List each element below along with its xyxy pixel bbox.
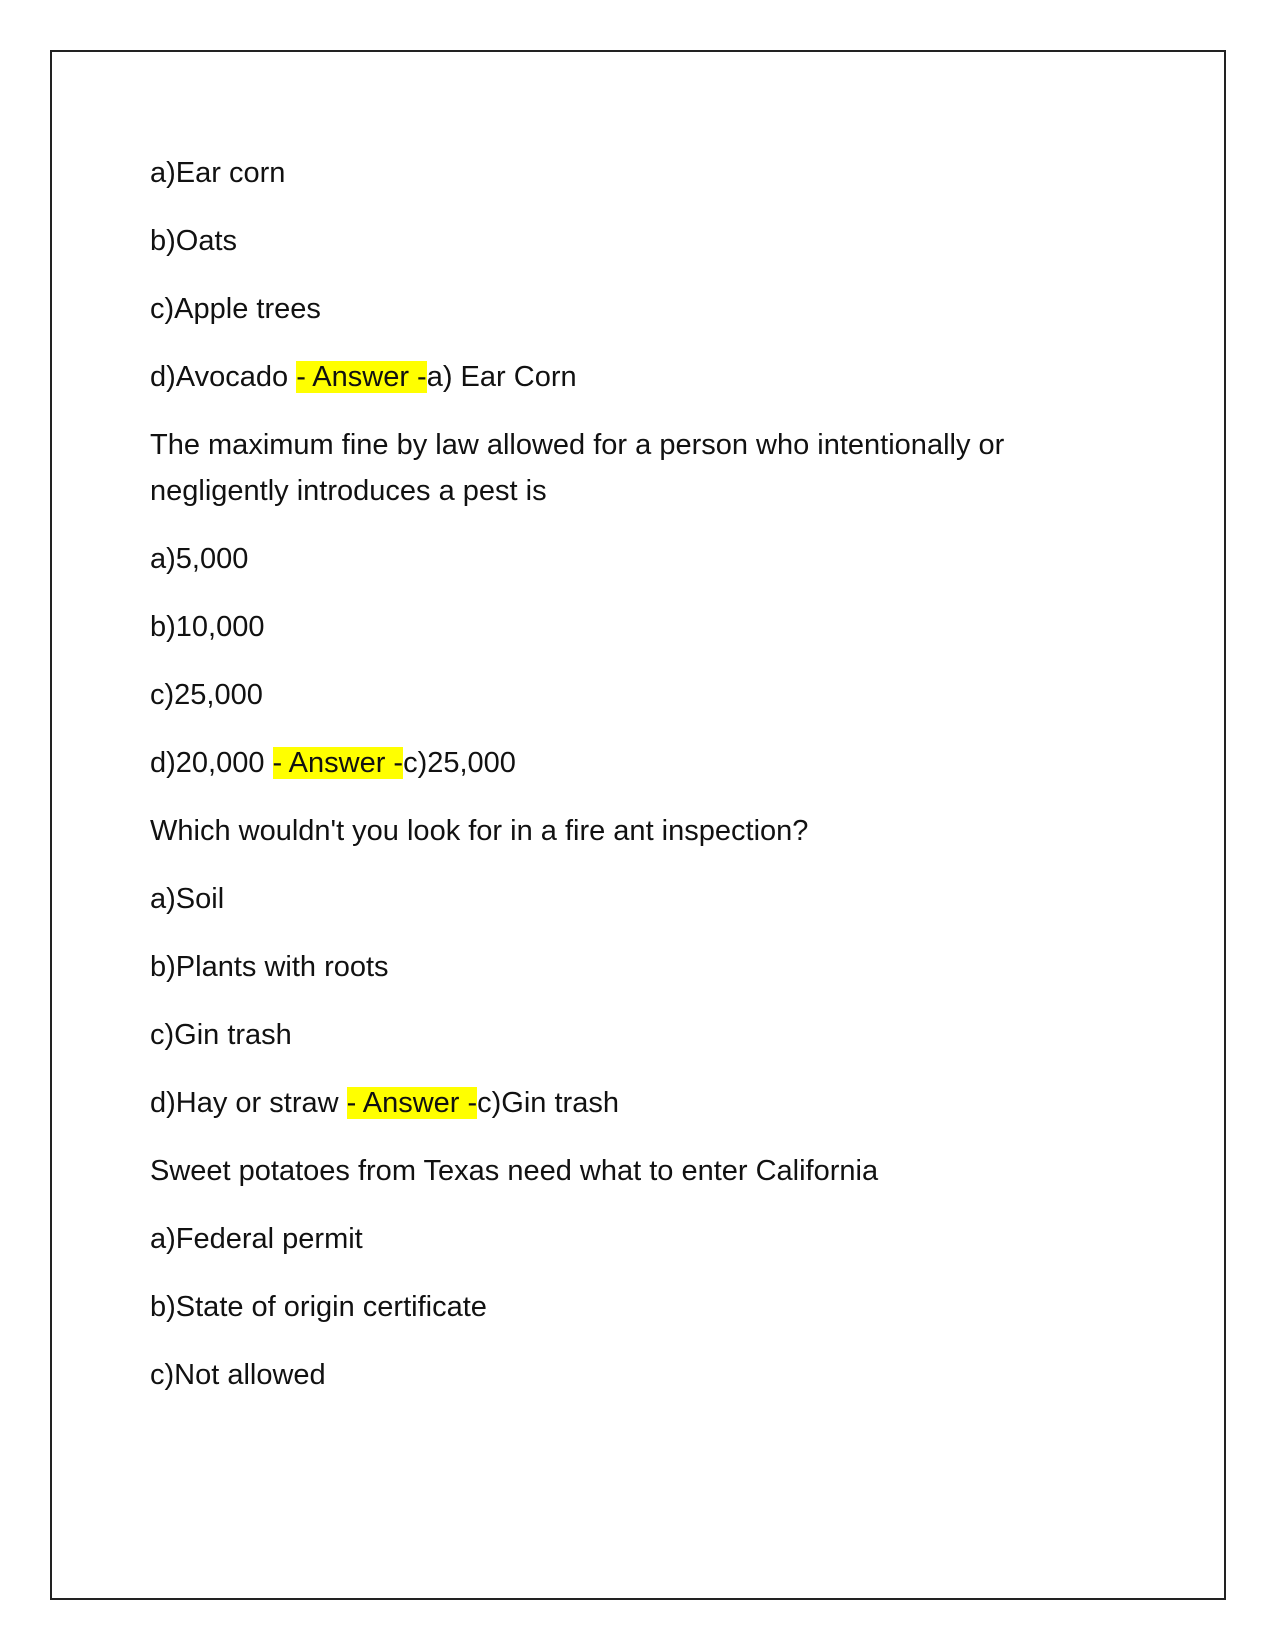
q2-option-d-with-answer bbox=[150, 740, 1090, 786]
q4-option-c: c)Not allowed bbox=[150, 1359, 326, 1391]
q3-option-b: b)Plants with roots bbox=[150, 951, 389, 983]
q4-question: Sweet potatoes from Texas need what to enter California bbox=[150, 1155, 879, 1187]
q3-option-c: c)Gin trash bbox=[150, 1019, 292, 1051]
q3-option-d-with-answer bbox=[150, 1080, 1090, 1126]
q3-option-a: a)Soil bbox=[150, 883, 225, 915]
q3-answer: c)Gin trash bbox=[477, 1087, 619, 1119]
q2-option-b: b)10,000 bbox=[150, 611, 265, 643]
q2-question: The maximum fine by law allowed for a person who intentionally or negligently introduces a pest is bbox=[150, 429, 1005, 507]
q2-option-d: d)20,000 bbox=[150, 747, 273, 779]
q1-option-a: a)Ear corn bbox=[150, 157, 286, 189]
q4-option-a: a)Federal permit bbox=[150, 1223, 363, 1255]
q1-option-d-with-answer bbox=[150, 354, 1090, 400]
q4-option-b: b)State of origin certificate bbox=[150, 1291, 487, 1323]
q3-option-d: d)Hay or straw bbox=[150, 1087, 347, 1119]
q1-option-b: b)Oats bbox=[150, 225, 238, 257]
q3-question: Which wouldn't you look for in a fire ant inspection? bbox=[150, 815, 809, 847]
q2-option-a: a)5,000 bbox=[150, 543, 249, 575]
q1-answer: a) Ear Corn bbox=[426, 361, 577, 393]
q2-option-c: c)25,000 bbox=[150, 679, 263, 711]
q1-option-d: d)Avocado bbox=[150, 361, 297, 393]
document-body bbox=[150, 150, 1090, 1420]
q2-answer: c)25,000 bbox=[403, 747, 516, 779]
q3-answer-marker: - Answer - bbox=[346, 1087, 478, 1119]
q1-option-c: c)Apple trees bbox=[150, 293, 321, 325]
q2-answer-marker: - Answer - bbox=[272, 747, 404, 779]
q1-answer-marker: - Answer - bbox=[296, 361, 427, 393]
